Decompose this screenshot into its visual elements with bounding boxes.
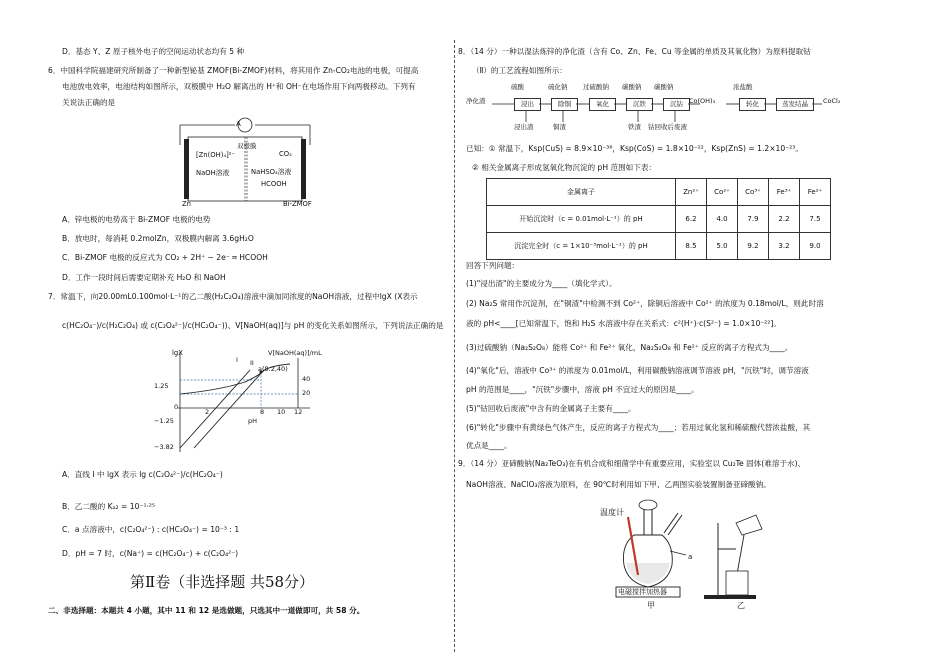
right-column (456, 0, 950, 672)
q7-ytick-3: −3.82 (154, 443, 174, 451)
flow-intermediate: Co(OH)₃ (689, 97, 716, 105)
q8-question-1: (1)"浸出渣"的主要成分为____（填化学式）。 (466, 279, 617, 288)
q9-stem-line-1: 9．（14 分）亚碲酸钠(Na₂TeO₃)在有机合成和细菌学中有重要应用，实验室以 Cu₂Te 固体(难溶于水)、 (458, 459, 806, 468)
table-header-cell: Fe³⁺ (769, 179, 800, 206)
q7-ylabel: lgX (172, 349, 183, 357)
zn-electrode-label: Zn (182, 200, 191, 208)
flow-step-precip-fe: 沉铁 (626, 98, 653, 111)
flow-step-oxidize: 氧化 (589, 98, 616, 111)
naoh-solution-label: NaOH溶液 (196, 169, 230, 177)
q8-question-3: (3)过硫酸钠（Na₂S₂O₈）能将 Co²⁺ 和 Fe²⁺ 氧化，Na₂S₂O₈ 和 Fe²⁺ 反应的离子方程式为____。 (466, 343, 793, 352)
table-cell: 4.0 (707, 206, 738, 233)
ammeter-label: A (236, 120, 241, 128)
q8-question-2b: 液的 pH<____[已知常温下，饱和 H₂S 水溶液中存在关系式：c²(H⁺)·c(S²⁻) = 1.0×10⁻²²]。 (466, 319, 781, 328)
flow-start: 净化渣 (466, 97, 486, 105)
q7-xlabel: pH (248, 417, 258, 425)
table-cell: 6.2 (676, 206, 707, 233)
q8-question-5: (5)"钴回收后废液"中含有的金属离子主要有____。 (466, 404, 636, 413)
flow-end: CoCl₂ (823, 97, 841, 105)
q8-known-1: 已知：① 常温下，Ksp(CuS) = 8.9×10⁻³⁶，Ksp(CoS) = 1.8×10⁻²²，Ksp(ZnS) = 1.2×10⁻²³。 (466, 144, 803, 153)
flow-byproduct-3: 铁渣 (628, 123, 641, 131)
table-row (487, 206, 831, 233)
q7-ytick-2: −1.25 (154, 417, 174, 425)
q7-option-a: A．直线 I 中 lgX 表示 lg c(C₂O₄²⁻)/c(HC₂O₄⁻) (62, 470, 223, 479)
q7-option-c: C．a 点溶液中，c(C₂O₄²⁻) : c(HC₂O₄⁻) = 10⁻³ : 1 (62, 525, 240, 534)
q7-xtick-8: 8 (260, 408, 265, 416)
flow-byproduct-2: 铜渣 (553, 123, 566, 131)
table-header-cell: Co²⁺ (707, 179, 738, 206)
heater-label: 电磁搅拌加热器 (618, 588, 667, 596)
flow-step-convert: 转化 (739, 98, 766, 111)
bi-electrode-label: Bi-ZMOF (283, 200, 312, 208)
table-cell: 9.2 (738, 233, 769, 260)
q6-stem-line-1: 6．中国科学院福建研究所制备了一种新型铋基 ZMOF(Bi-ZMOF)材料，将其用作 Zn-CO₂电池的电极，可提高 (48, 66, 419, 75)
membrane-label: 双极膜 (237, 142, 257, 150)
q8-question-intro: 回答下列问题： (466, 261, 520, 270)
q7-y2tick-40: 40 (302, 375, 311, 383)
q7-curve-2: II (250, 359, 254, 367)
table-header-cell: Zn²⁺ (676, 179, 707, 206)
q8-question-6a: (6)"转化"步骤中有黄绿色气体产生，反应的离子方程式为____；若用过氧化氢和稀硫酸代替浓盐酸，其 (466, 423, 811, 432)
flow-reagent-5: 碳酸钠 (654, 83, 674, 91)
column-divider (454, 40, 455, 652)
table-cell: 开始沉淀时（c = 0.01mol·L⁻¹）的 pH (487, 206, 676, 233)
table-header-cell: Fe²⁺ (800, 179, 831, 206)
hcooh-label: HCOOH (261, 180, 287, 188)
q5-option-d: D．基态 Y、Z 原子核外电子的空间运动状态均有 5 种 (62, 47, 245, 56)
q8-known-2: ② 相关金属离子形成氢氧化物沉淀的 pH 范围如下表： (472, 163, 657, 172)
table-header-cell: 金属离子 (487, 179, 676, 206)
flow-reagent-3: 过硫酸钠 (583, 83, 609, 91)
q9-stem-line-2: NaOH溶液、NaClO₃溶液为原料，在 90℃时利用如下甲、乙两图实验装置制备亚碲酸钠。 (466, 480, 771, 489)
table-header-cell: Co³⁺ (738, 179, 769, 206)
q7-xtick-12: 12 (294, 408, 303, 416)
flow-byproduct-1: 浸出渣 (514, 123, 534, 131)
q8-question-4a: (4)"氧化"后，溶液中 Co³⁺ 的浓度为 0.01mol/L，利用碳酸钠溶液调节溶液 pH，"沉铁"时，调节溶液 (466, 366, 809, 375)
q7-option-d: D．pH = 7 时，c(Na⁺) = c(HC₂O₄⁻) + c(C₂O₄²⁻) (62, 549, 239, 558)
apparatus-a-label: a (688, 553, 693, 561)
q6-option-d: D．工作一段时间后需要定期补充 H₂O 和 NaOH (62, 273, 226, 282)
q7-ytick-1: 1.25 (154, 382, 169, 390)
q6-stem-line-3: 关说法正确的是 (62, 98, 116, 107)
flow-step-leach: 浸出 (514, 98, 541, 111)
nahso4-solution-label: NaHSO₄溶液 (251, 168, 292, 176)
q8-stem-line-1: 8．（14 分）一种以湿法炼锌的净化渣（含有 Co、Zn、Fe、Cu 等金属的单质及其氧化物）为原料提取钴 (458, 47, 811, 56)
thermometer-label: 温度计 (600, 508, 624, 517)
flow-reagent-6: 浓盐酸 (733, 83, 753, 91)
q6-stem-line-2: 电池放电效率，电池结构如图所示，双极膜中 H₂O 解离出的 H⁺和 OH⁻在电场作用下向两极移动。下列有 (62, 82, 416, 91)
zincate-label: [Zn(OH)₄]²⁻ (196, 151, 236, 159)
ph-table (486, 178, 831, 260)
q6-option-a: A．锌电极的电势高于 Bi-ZMOF 电极的电势 (62, 215, 211, 224)
figure-jia-label: 甲 (647, 601, 655, 610)
table-cell: 5.0 (707, 233, 738, 260)
flow-step-remove-cu: 除铜 (551, 98, 578, 111)
q8-stem-line-2: （Ⅱ）的工艺流程如图所示： (472, 66, 567, 75)
table-cell: 3.2 (769, 233, 800, 260)
q7-origin: 0 (174, 403, 179, 411)
q8-question-6b: 优点是____。 (466, 441, 512, 450)
table-cell: 9.0 (800, 233, 831, 260)
q7-y2label: V[NaOH(aq)]/mL (268, 349, 322, 357)
flow-reagent-2: 硫化钠 (548, 83, 568, 91)
flow-step-precip-co: 沉钴 (663, 98, 690, 111)
flow-byproduct-4: 钴回收后废液 (648, 123, 687, 131)
table-row (487, 233, 831, 260)
q6-option-c: C．Bi-ZMOF 电极的反应式为 CO₂ + 2H⁺ − 2e⁻ ═ HCOOH (62, 253, 268, 262)
q7-curve-1: I (236, 356, 238, 364)
q7-option-b: B．乙二酸的 Kₐ₂ = 10⁻¹·²⁵ (62, 502, 155, 511)
q7-point-a: a(8.2,40) (258, 365, 288, 373)
q8-question-4b: pH 的范围是____，"沉铁"步骤中，溶液 pH 不宜过大的原因是____。 (466, 385, 699, 394)
part2-title: 第Ⅱ卷（非选择题 共58分） (130, 573, 315, 591)
q7-stem-line-2: c(HC₂O₄⁻)/c(H₂C₂O₄) 或 c(C₂O₄²⁻)/c(HC₂O₄⁻))、V[NaOH(aq)]与 pH 的变化关系如图所示，下列说法正确的是 (62, 321, 444, 330)
flow-reagent-4: 碳酸钠 (622, 83, 642, 91)
q7-y2tick-20: 20 (302, 389, 311, 397)
flow-reagent-1: 硫酸 (511, 83, 524, 91)
figure-yi-label: 乙 (737, 601, 745, 610)
q6-option-b: B．放电时，每消耗 0.2molZn，双极膜内解离 3.6gH₂O (62, 234, 254, 243)
table-cell: 沉淀完全时（c = 1×10⁻⁵mol·L⁻¹）的 pH (487, 233, 676, 260)
q7-xtick-2: 2 (205, 408, 210, 416)
q8-question-2a: (2) Na₂S 常用作沉淀剂，在"铜渣"中检测不到 Co²⁺，除铜后溶液中 Co²⁺ 的浓度为 0.18mol/L，则此时溶 (466, 299, 824, 308)
part2-instructions: 二、非选择题：本题共 4 小题，其中 11 和 12 是选做题，只选其中一道做即可，共 58 分。 (48, 606, 365, 615)
table-cell: 8.5 (676, 233, 707, 260)
table-cell: 7.5 (800, 206, 831, 233)
table-header-row (487, 179, 831, 206)
co2-label: CO₂ (279, 150, 292, 158)
table-cell: 7.9 (738, 206, 769, 233)
q7-stem-line-1: 7．常温下，向20.00mL0.100mol·L⁻¹的乙二酸(H₂C₂O₄)溶液中滴加同浓度的NaOH溶液，过程中lgX (X表示 (48, 292, 418, 301)
table-cell: 2.2 (769, 206, 800, 233)
q7-xtick-10: 10 (277, 408, 286, 416)
left-column (0, 0, 454, 672)
flow-step-evaporate: 蒸发结晶 (776, 98, 814, 111)
